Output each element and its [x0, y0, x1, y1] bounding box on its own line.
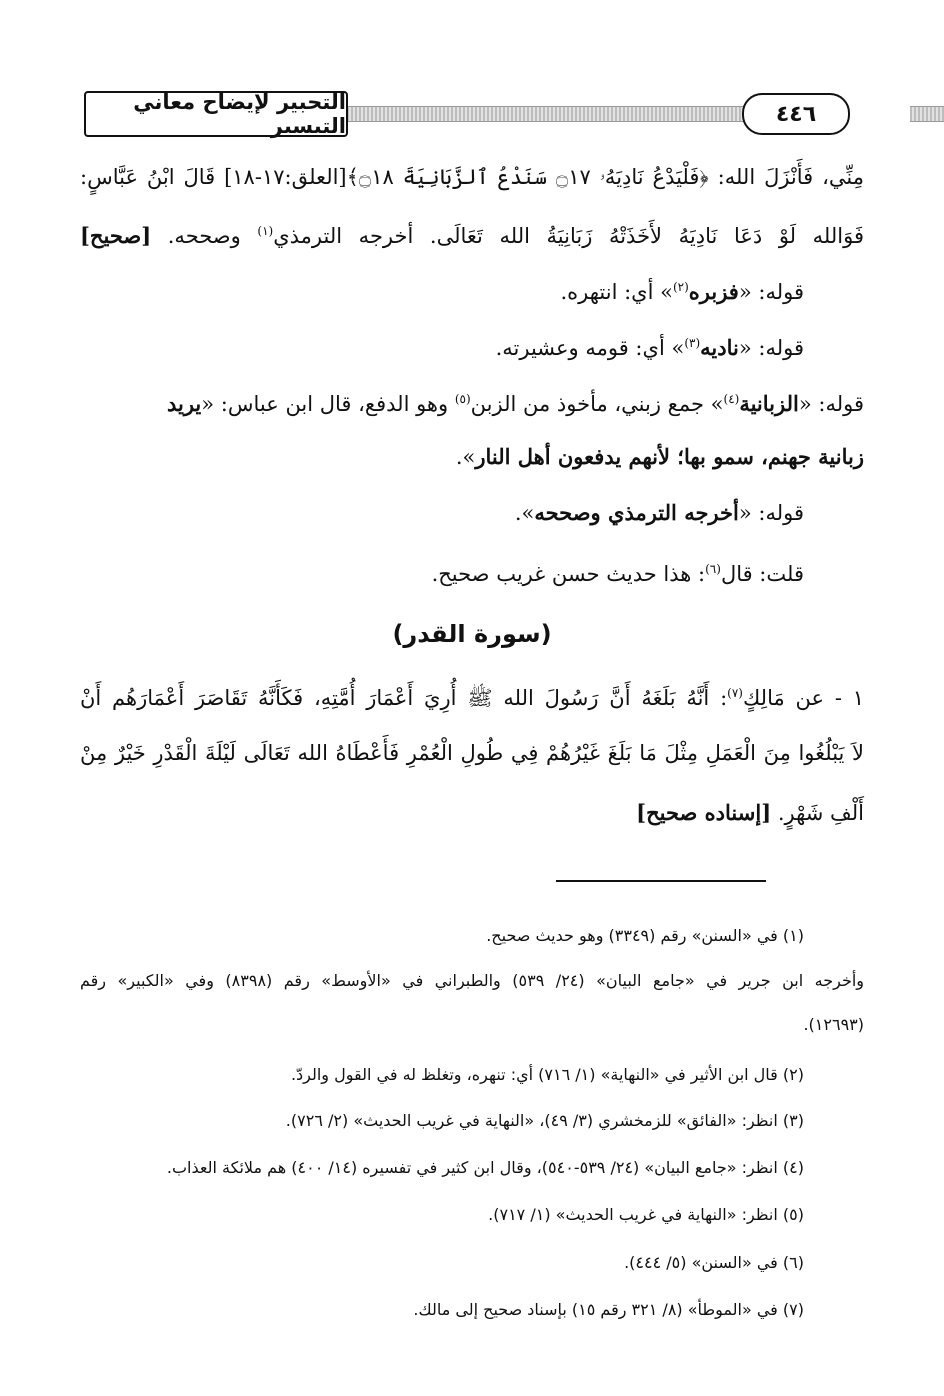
page-header: [80, 88, 890, 140]
body-text: ».: [514, 501, 535, 525]
body-text: أَلْفِ شَهْرٍ.: [771, 801, 864, 825]
body-text: وهو الدفع، قال ابن عباس: «: [201, 392, 455, 416]
gloss-word: ناديه: [700, 335, 739, 360]
footnote-ref-7: (٧): [727, 686, 743, 700]
footnote-6: (٦) في «السنن» (٥/ ٤٤٤).: [624, 1253, 804, 1272]
footnote-5: (٥) انظر: «النهاية في غريب الحديث» (١/ ٧١٧).: [488, 1205, 804, 1224]
body-text: فَوَالله لَوْ دَعَا نَادِيَهُ لأَخَذَتْهُ زَبَانِيَةُ الله تَعَالَى. أخرجه الترمذي: [273, 224, 865, 248]
grade-label: [صحيح]: [80, 223, 152, 248]
body-text: » جمع زبني، مأخوذ من الزبن: [470, 392, 724, 416]
body-line-10: لاَ يَبْلُغُوا مِنَ الْعَمَلِ مِثْلَ مَا بَلَغَ غَيْرُهُمْ فِي طُولِ الْعُمْرِ فَأَعْطَاهُ الله تَعَالَى لَيْلَةَ الْقَدْرِ خَيْرٌ مِنْ: [80, 741, 864, 765]
footnote-ref-6: (٦): [705, 562, 721, 576]
footnote-3: (٣) انظر: «الفائق» للزمخشري (٣/ ٤٩)، «النهاية في غريب الحديث» (٢/ ٧٢٦).: [285, 1111, 804, 1130]
body-line-7: [20, 496, 804, 530]
footnote-2: (٢) قال ابن الأثير في «النهاية» (١/ ٧١٦) أي: تنهره، وتغلظ له في القول والردّ.: [290, 1065, 804, 1084]
body-text: قوله: «: [798, 392, 864, 416]
footnote-7: (٧) في «الموطأ» (٨/ ٣٢١ رقم ١٥) بإسناد صحيح إلى مالك.: [413, 1300, 804, 1319]
body-text: » أي: قومه وعشيرته.: [495, 336, 685, 360]
body-line-11: [80, 796, 864, 830]
footnote-1-continued: وأخرجه ابن جرير في «جامع البيان» (٢٤/ ٥٣٩) والطبراني في «الأوسط» رقم (٨٣٩٨) وفي «الكبير» رقم: [80, 971, 865, 990]
book-title: التحبير لإيضاح معاني التيسير: [84, 91, 348, 137]
quote-bold: زبانية جهنم، سمو بها؛ لأنهم يدفعون أهل النار: [475, 444, 864, 469]
body-line-9: [80, 676, 864, 715]
body-line-1: مِنِّي، فَأَنْزَلَ الله: ﴿فَلْيَدْعُ نَادِيَهُۥ ۝١٧ سَنَدْعُ ٱلزَّبَانِيَةَ ۝١٨﴾[العلق:١٧-١٨] قَالَ ابْنُ عَبَّاسٍ:: [80, 165, 864, 189]
body-text: قوله: «: [738, 336, 804, 360]
body-text: : هذا حديث حسن غريب صحيح.: [431, 562, 706, 586]
footnote-ref-2: (٢): [672, 280, 689, 294]
footnote-ref-5: (٥): [454, 392, 471, 406]
body-text: قلت: قال: [720, 562, 804, 586]
grade-label: [إسناده صحيح]: [636, 800, 772, 825]
body-line-8: [20, 552, 804, 591]
body-text: ».: [455, 445, 476, 469]
page-number: ٤٤٦: [742, 93, 850, 135]
body-line-3: [20, 270, 804, 309]
body-text: ١ - عن مَالِكٍ: [742, 686, 864, 710]
footnote-1: (١) في «السنن» رقم (٣٣٤٩) وهو حديث صحيح.: [486, 926, 804, 945]
footnote-ref-1: (١): [257, 224, 274, 238]
surah-heading: (سورة القدر): [392, 620, 552, 648]
footnote-ref-3: (٣): [684, 336, 701, 350]
body-text: » أي: انتهره.: [560, 280, 673, 304]
footnote-separator: [556, 880, 766, 882]
body-text: قوله: «: [738, 501, 804, 525]
body-line-4: [20, 326, 804, 365]
body-line-5: [140, 382, 864, 421]
gloss-word: الزبانية: [739, 391, 799, 416]
body-line-6: [80, 440, 864, 474]
quote-bold: يريد: [166, 391, 202, 416]
gloss-word: فزبره: [688, 279, 739, 304]
footnote-1-continued-end: (١٢٦٩٣).: [803, 1015, 864, 1034]
header-ornament-bar-right: [910, 106, 944, 122]
quote-bold: أخرجه الترمذي وصححه: [534, 500, 739, 525]
body-text: وصححه.: [151, 224, 258, 248]
footnote-ref-4: (٤): [723, 392, 740, 406]
footnote-4: (٤) انظر: «جامع البيان» (٢٤/ ٥٣٩-٥٤٠)، وقال ابن كثير في تفسيره (١٤/ ٤٠٠) هم ملائكة العذاب.: [166, 1158, 804, 1177]
body-text: : أَنَّهُ بَلَغَهُ أَنَّ رَسُولَ الله ﷺ أُرِيَ أَعْمَارَ أُمَّتِهِ، فَكَأَنَّهُ تَقَاصَرَ أَعْمَارَهُم أَنْ: [80, 686, 728, 710]
body-text: قوله: «: [738, 280, 804, 304]
body-line-2: [80, 214, 864, 253]
